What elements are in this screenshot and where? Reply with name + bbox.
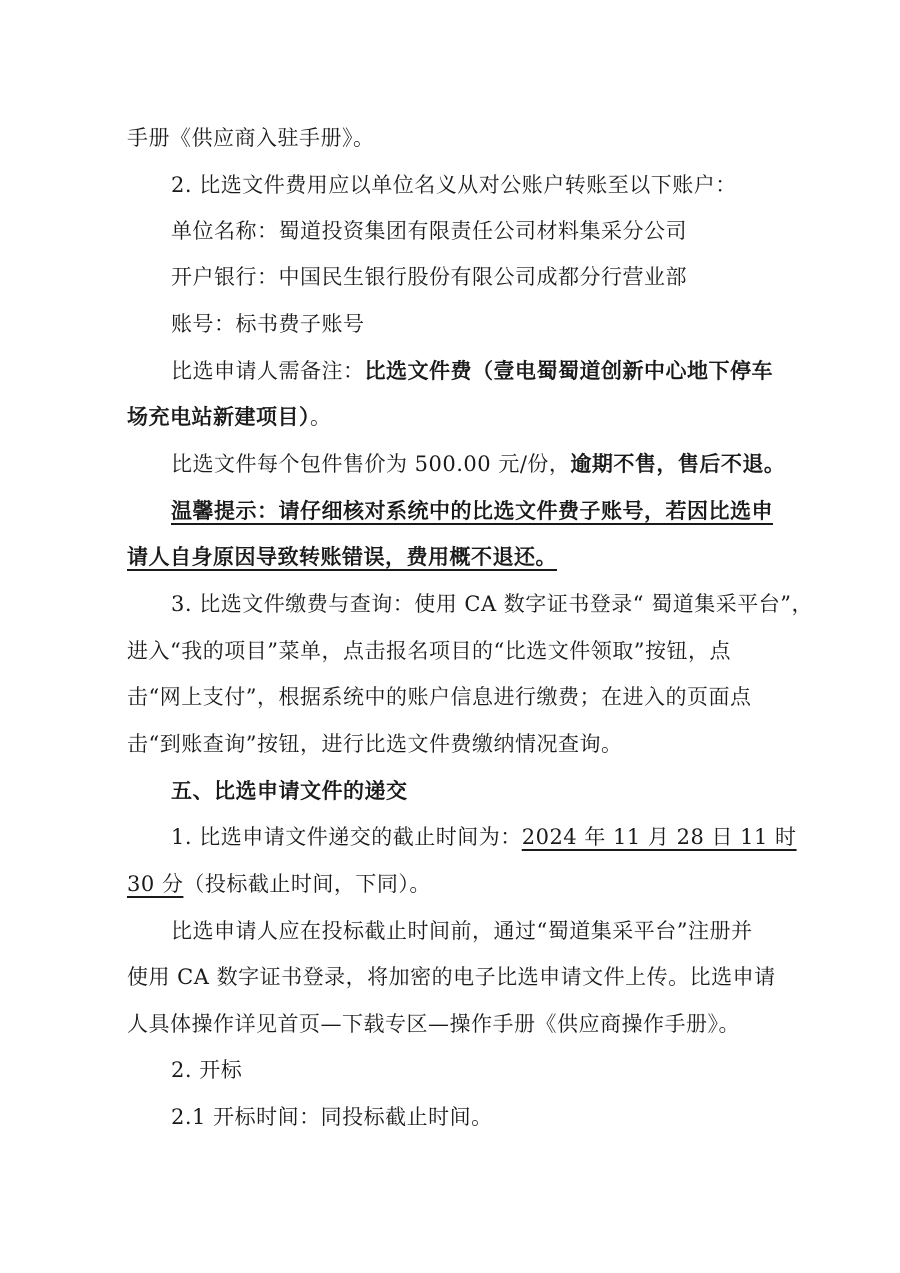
warm-reminder: 请人自身原因导致转账错误，费用概不退还。 xyxy=(127,544,557,569)
text-line xyxy=(0,170,900,200)
text-line xyxy=(0,1055,900,1085)
text-line xyxy=(0,216,900,246)
text-line xyxy=(0,402,900,432)
text-line xyxy=(0,962,900,992)
text-line xyxy=(0,449,900,479)
paragraph-text: 3. 比选文件缴费与查询：使用 CA 数字证书登录“ 蜀道集采平台”， xyxy=(171,592,813,616)
subsection-heading: 2. 开标 xyxy=(171,1058,243,1082)
paragraph-text: 1. 比选申请文件递交的截止时间为： xyxy=(171,825,522,849)
text-line xyxy=(0,496,900,526)
text-line xyxy=(0,822,900,852)
remark-text: 场充电站新建项目） xyxy=(127,404,310,429)
paragraph-text: 手册《供应商入驻手册》。 xyxy=(127,126,375,150)
paragraph-text: 使用 CA 数字证书登录，将加密的电子比选申请文件上传。比选申请 xyxy=(127,965,776,989)
text-line xyxy=(0,542,900,572)
account-name: 单位名称：蜀道投资集团有限责任公司材料集采分公司 xyxy=(171,219,687,243)
bank-name: 开户银行：中国民生银行股份有限公司成都分行营业部 xyxy=(171,265,687,289)
text-line xyxy=(0,589,900,619)
paragraph-text: 击“到账查询”按钮，进行比选文件费缴纳情况查询。 xyxy=(127,732,623,756)
no-refund-notice: 逾期不售，售后不退。 xyxy=(570,451,786,476)
account-number: 账号：标书费子账号 xyxy=(171,312,365,336)
paragraph-text: （投标截止时间，下同）。 xyxy=(183,872,431,896)
text-line xyxy=(0,869,900,899)
paragraph-text: 进入“我的项目”菜单，点击报名项目的“比选文件领取”按钮，点 xyxy=(127,639,731,663)
remark-text: 比选文件费（壹电蜀蜀道创新中心地下停车 xyxy=(364,358,773,383)
text-line xyxy=(0,636,900,666)
text-line xyxy=(0,1102,900,1132)
text-line xyxy=(0,682,900,712)
text-line xyxy=(0,262,900,292)
paragraph-text: 人具体操作详见首页—下载专区—操作手册《供应商操作手册》。 xyxy=(127,1012,740,1036)
text-line xyxy=(0,776,900,806)
deadline-time: 30 分 xyxy=(127,872,184,896)
paragraph-text: 比选申请人需备注： xyxy=(171,359,365,383)
paragraph-text: 击“网上支付”，根据系统中的账户信息进行缴费；在进入的页面点 xyxy=(127,685,752,709)
paragraph-text: 比选文件每个包件售价为 500.00 元/份， xyxy=(171,452,571,476)
text-line xyxy=(0,1009,900,1039)
deadline-date: 2024 年 11 月 28 日 11 时 xyxy=(521,825,797,849)
text-line xyxy=(0,309,900,339)
text-line xyxy=(0,729,900,759)
text-line xyxy=(0,123,900,153)
text-line xyxy=(0,356,900,386)
paragraph-text: 2. 比选文件费用应以单位名义从对公账户转账至以下账户： xyxy=(171,173,737,197)
paragraph-text: 。 xyxy=(310,405,332,429)
paragraph-text: 2.1 开标时间：同投标截止时间。 xyxy=(171,1105,493,1129)
warm-reminder: 温馨提示：请仔细核对系统中的比选文件费子账号，若因比选申 xyxy=(171,498,773,523)
section-heading: 五、比选申请文件的递交 xyxy=(171,778,408,803)
text-line xyxy=(0,916,900,946)
paragraph-text: 比选申请人应在投标截止时间前，通过“蜀道集采平台”注册并 xyxy=(171,919,753,943)
